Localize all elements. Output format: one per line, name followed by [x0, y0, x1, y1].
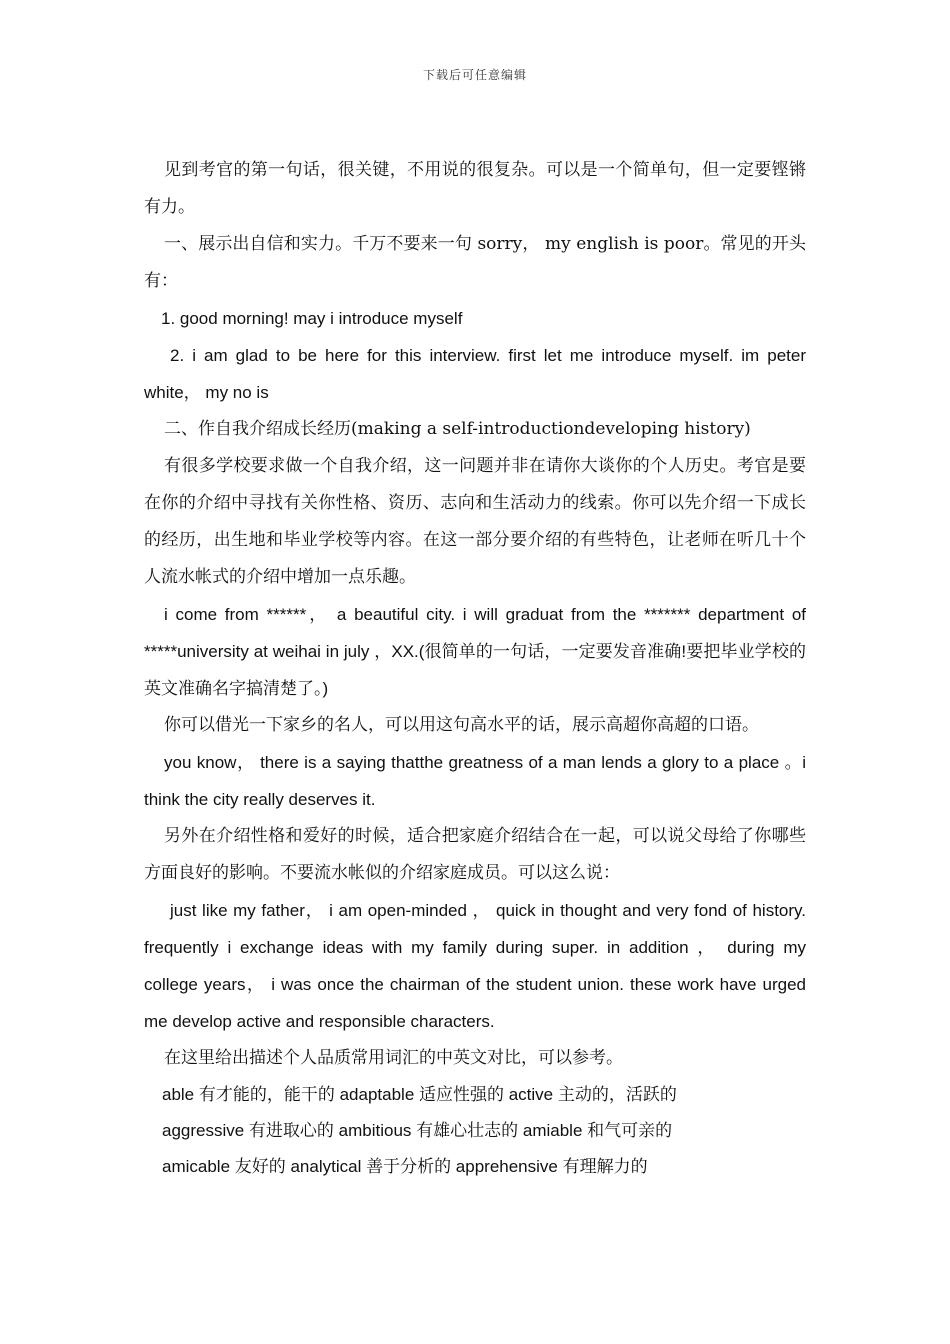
paragraph-father-example: just like my father， i am open-minded ， quick in thought and very fond of history. frequently i exchange ideas with my family during super. in addition ， during my college years， i was once the chairman of the student union. these work have urged me develop active and responsible characters. [144, 901, 806, 1031]
header-note: 下载后可任意编辑 [422, 68, 527, 82]
paragraph-family-tip: 另外在介绍性格和爱好的时候，适合把家庭介绍结合在一起，可以说父母给了你哪些方面良好的影响。不要流水帐似的介绍家庭成员。可以这么说： [144, 826, 806, 883]
paragraph-section-one: 一、展示出自信和实力。千万不要来一句 sorry， my english is poor。常见的开头有： [144, 234, 806, 291]
paragraph-hometown-tip: 你可以借光一下家乡的名人，可以用这句高水平的话，展示高超你高超的口语。 [164, 715, 759, 735]
vocab-line: able 有才能的，能干的 adaptable 适应性强的 active 主动的，活跃的 [162, 1085, 677, 1104]
paragraph-intro: 见到考官的第一句话，很关键，不用说的很复杂。可以是一个简单句，但一定要铿锵有力。 [144, 160, 806, 217]
paragraph-example-one: 1. good morning! may i introduce myself [161, 309, 463, 328]
paragraph-self-intro-advice: 有很多学校要求做一个自我介绍，这一问题并非在请你大谈你的个人历史。考官是要在你的介绍中寻找有关你性格、资历、志向和生活动力的线索。你可以先介绍一下成长的经历，出生地和毕业学校等内容。在这一部分要介绍的有些特色，让老师在听几十个人流水帐式的介绍中增加一点乐趣。 [144, 456, 806, 587]
paragraph-section-two: 二、作自我介绍成长经历(making a self-introductiondeveloping history) [164, 419, 751, 439]
paragraph-vocab-intro: 在这里给出描述个人品质常用词汇的中英文对比，可以参考。 [164, 1048, 623, 1068]
vocab-line: aggressive 有进取心的 ambitious 有雄心壮志的 amiable 和气可亲的 [162, 1121, 673, 1140]
paragraph-come-from-example: i come from ******， a beautiful city. i will graduat from the ******* department of *****university at weihai in july ，XX.(很简单的一句话，一定要发音准确!要把毕业学校的英文准确名字搞清楚了。) [144, 605, 806, 698]
vocab-line: amicable 友好的 analytical 善于分析的 apprehensive 有理解力的 [162, 1157, 648, 1176]
document-body [144, 152, 806, 1185]
paragraph-saying-example: you know， there is a saying thatthe greatness of a man lends a glory to a place 。i think the city really deserves it. [144, 753, 806, 809]
paragraph-example-two: 2. i am glad to be here for this interview. first let me introduce myself. im peter white， my no is [144, 346, 806, 402]
